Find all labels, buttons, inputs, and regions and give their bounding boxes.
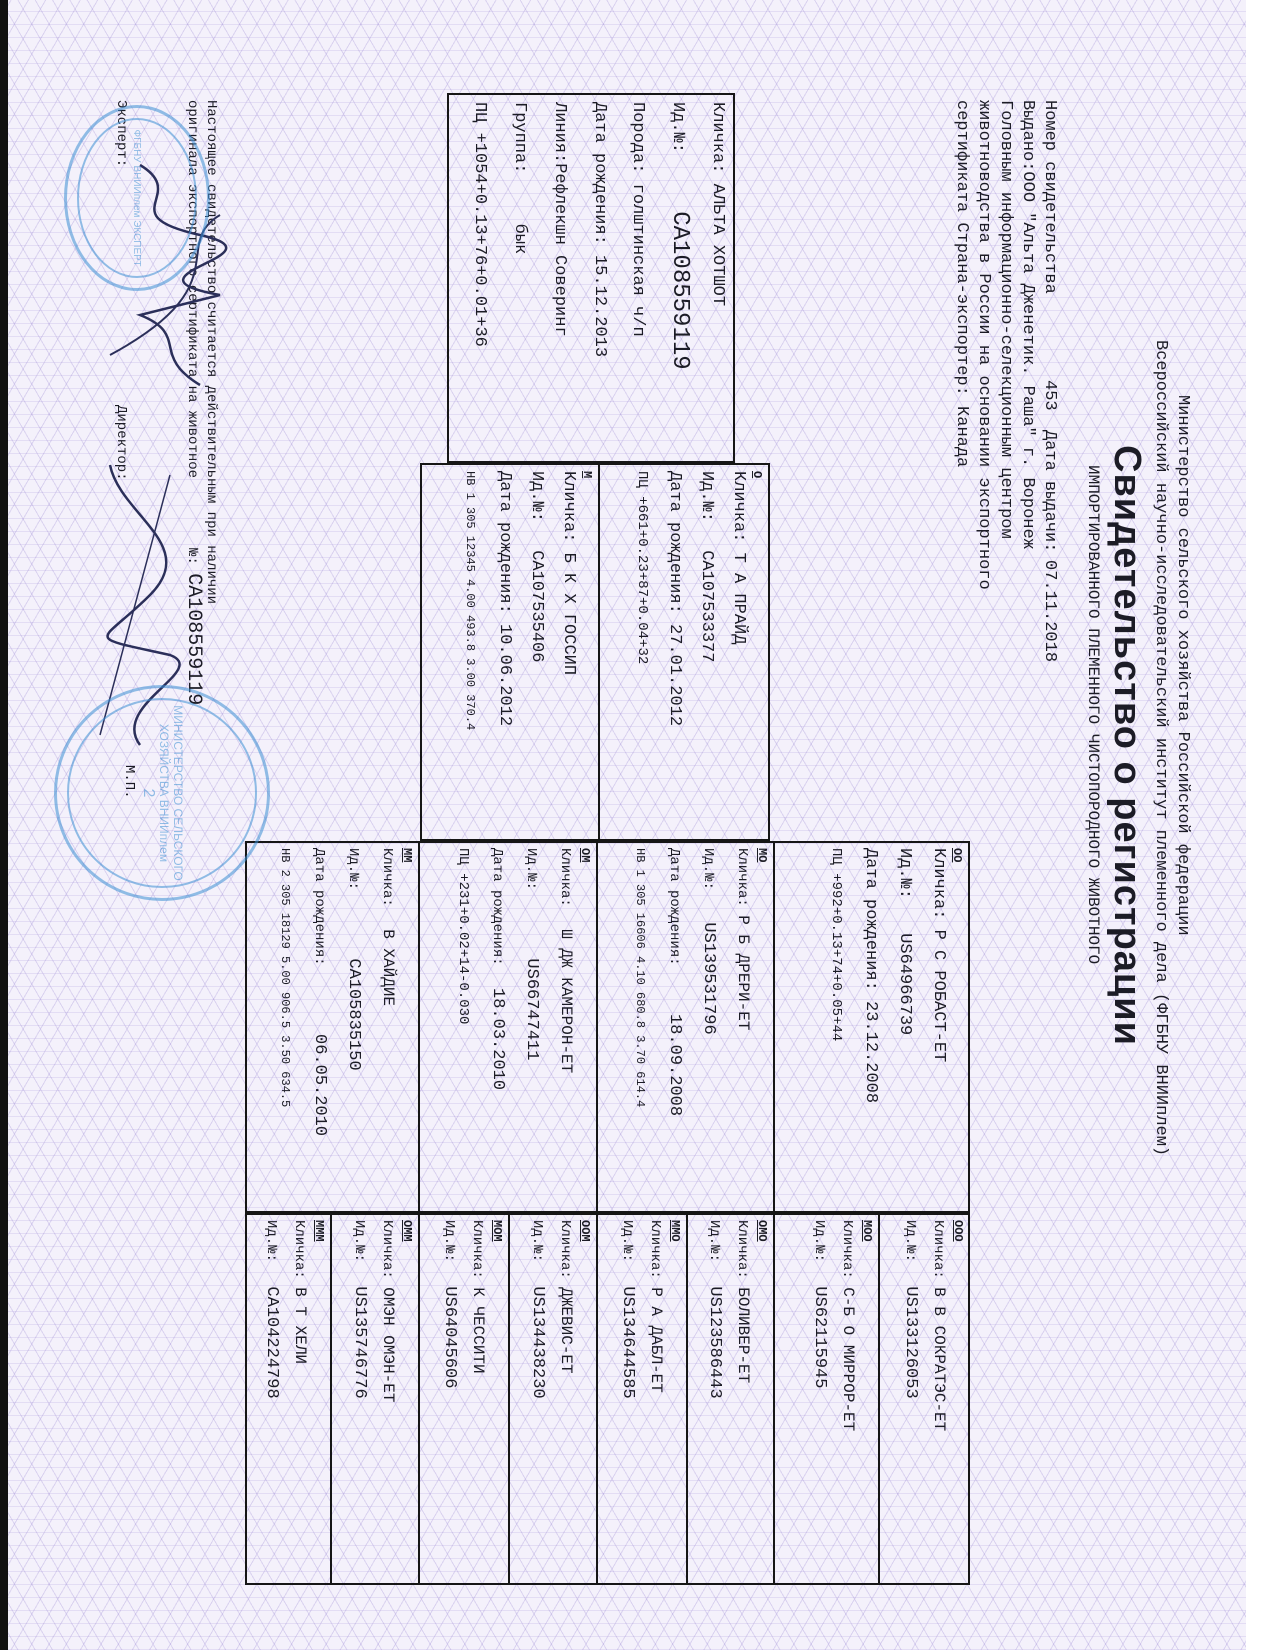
organization-seal: МИНИСТЕРСТВО СЕЛЬСКОГО ХОЗЯЙСТВА ВНИИплем 2 bbox=[54, 685, 270, 901]
ggp-divider-7 bbox=[330, 1213, 332, 1585]
director-label: Директор: bbox=[113, 405, 129, 481]
cert-number: 453 bbox=[1040, 380, 1059, 411]
ggp-1-id: US133126053 bbox=[901, 1286, 920, 1399]
animal-id-row: Ид.№: CA108559119 bbox=[666, 102, 693, 370]
expert-stamp: ФГБНУ ВНИИплем ЭКСПЕРТ bbox=[64, 105, 210, 291]
center-line: Головным информационно-селекционным центром bbox=[996, 100, 1015, 539]
animal-name-row: Кличка: АЛЬТА ХОТШОТ bbox=[708, 102, 727, 307]
ggp-divider-1 bbox=[878, 1213, 880, 1585]
ggp-item-3: ОМО Кличка: БОЛИВЕР-ЕТ Ид.№: US123586443 bbox=[705, 1220, 769, 1399]
ggp-7-id: US135746776 bbox=[350, 1286, 369, 1399]
ggp-4-id: US134644585 bbox=[618, 1286, 637, 1399]
ggp-8-name: В Т ХЕЛИ bbox=[291, 1287, 309, 1365]
ggp-6-id: US64045606 bbox=[440, 1286, 459, 1389]
ggp-1-name: В В СОКРАТЭС-ЕТ bbox=[930, 1287, 948, 1432]
gp-mm-id: CA105835150 bbox=[344, 958, 363, 1071]
ggp-divider-5 bbox=[508, 1213, 510, 1585]
issued-to: Выдано:ООО "Альта Дженетик. Раша" г. Воронеж bbox=[1018, 100, 1037, 549]
animal-pc: +1054+0.13+76+0.01+36 bbox=[470, 132, 489, 347]
father-id: CA107533377 bbox=[697, 550, 716, 663]
father-block: О Кличка: Т А ПРАЙД Ид.№: CA107533377 Дата рождения: 27.01.2012 ПЦ +661+0.23+87+0.04+32 bbox=[634, 471, 764, 727]
animal-name: АЛЬТА ХОТШОТ bbox=[708, 183, 727, 307]
scan-edge-dark bbox=[0, 0, 8, 1650]
cert-number-row bbox=[1038, 100, 1060, 663]
ggp-7-name: ОМЭН ОМЭН-ЕТ bbox=[379, 1287, 397, 1403]
gp-om-birth: 18.03.2010 bbox=[488, 988, 507, 1091]
ggp-5-id: US134438230 bbox=[528, 1286, 547, 1399]
animal-birth-row: Дата рождения: 15.12.2013 bbox=[590, 102, 609, 358]
ggp-2-id: US62115945 bbox=[810, 1286, 829, 1389]
gp-mo-block: МО Кличка: Р Б ДРЕРИ-ЕТ Ид.№: US139531796 Дата рождения: 18.09.2008 НВ 1 305 16606 4.10 680.8 3.70 614.4 bbox=[629, 848, 769, 1116]
gp-divider-2 bbox=[596, 841, 598, 1213]
mp-label: М.П. bbox=[121, 765, 137, 799]
ministry-heading: Министерство сельского хозяйства Российской федерации bbox=[1173, 395, 1192, 936]
ggp-divider-2 bbox=[773, 1213, 775, 1585]
mother-id: CA107535406 bbox=[527, 550, 546, 663]
ggp-item-5: ООМ Кличка: ДЖЕВИС-ЕТ Ид.№: US134438230 bbox=[528, 1220, 592, 1399]
father-birth: 27.01.2012 bbox=[665, 624, 684, 727]
animal-line-row: Линия:Рефлекшн Соверинг bbox=[550, 102, 569, 337]
gp-om-pc: +231+0.02+14-0.030 bbox=[455, 873, 471, 1025]
gp-om-block: ОМ Кличка: Ш ДЖ КАМЕРОН-ЕТ Ид.№: US66747411 Дата рождения: 18.03.2010 ПЦ +231+0.02+14-0.030 bbox=[455, 848, 592, 1091]
animal-breed-row: Порода: голштинская ч/п bbox=[628, 102, 647, 337]
ggp-8-id: CA104224798 bbox=[262, 1286, 281, 1399]
gp-om-id: US66747411 bbox=[522, 958, 541, 1061]
mother-name: Б К Х ГОССИП bbox=[559, 552, 578, 676]
mother-block: М Кличка: Б К Х ГОССИП Ид.№: CA107535406 Дата рождения: 10.06.2012 НВ 1 305 12345 4.00 493.8 3.00 370.4 bbox=[459, 471, 594, 730]
animal-birth: 15.12.2013 bbox=[590, 255, 609, 358]
gp-mo-birth: 18.09.2008 bbox=[665, 1014, 684, 1117]
ggp-item-4: ММО Кличка: Р А ДАБЛ-ЕТ Ид.№: US134644585 bbox=[618, 1220, 682, 1399]
ggp-divider-4 bbox=[596, 1213, 598, 1585]
gp-mm-name: В ХАЙДИЕ bbox=[379, 929, 397, 1007]
gp-divider-3 bbox=[418, 841, 420, 1213]
mother-hb: НВ 1 305 12345 4.00 493.8 3.00 370.4 bbox=[463, 471, 477, 731]
gp-om-name: Ш ДЖ КАМЕРОН-ЕТ bbox=[557, 929, 575, 1074]
gp-mo-name: Р Б ДРЕРИ-ЕТ bbox=[734, 915, 752, 1031]
cert-number-label: Номер свидетельства bbox=[1040, 100, 1059, 294]
animal-pc-row: ПЦ +1054+0.13+76+0.01+36 bbox=[470, 102, 489, 347]
ggp-item-2: МОО Кличка: С-Б О МИРРОР-ЕТ Ид.№: US62115945 bbox=[810, 1220, 874, 1432]
expert-label: Эксперт: bbox=[113, 100, 129, 168]
institute-heading: Всероссийский научно-исследовательский институт племенного дела (ФГБНУ ВНИИплем) bbox=[1151, 340, 1170, 1157]
ggp-item-6: МОМ Кличка: К ЧЕССИТИ Ид.№: US64045606 bbox=[440, 1220, 504, 1389]
parents-divider bbox=[598, 463, 600, 841]
validity-note-number: CA108559119 bbox=[182, 573, 205, 706]
gp-oo-birth: 23.12.2008 bbox=[861, 1001, 880, 1104]
certificate-details bbox=[950, 100, 1060, 663]
mother-birth: 10.06.2012 bbox=[495, 624, 514, 727]
issue-date: 07.11.2018 bbox=[1040, 560, 1059, 663]
father-name: Т А ПРАЙД bbox=[729, 552, 748, 645]
country-line: сертификата Страна-экспортер: Канада bbox=[952, 100, 971, 468]
ggp-4-name: Р А ДАБЛ-ЕТ bbox=[647, 1287, 665, 1393]
ggp-6-name: К ЧЕССИТИ bbox=[469, 1287, 487, 1374]
father-pc: +661+0.23+87+0.04+32 bbox=[634, 496, 650, 665]
certificate-page bbox=[20, 5, 1250, 1615]
gp-oo-block: ОО Кличка: Р С РОБАСТ-ЕТ Ид.№: US64966739 Дата рождения: 23.12.2008 ПЦ +992+0.13+74+0.05+44 bbox=[828, 848, 964, 1104]
ggp-divider-6 bbox=[418, 1213, 420, 1585]
gp-mm-birth: 06.05.2010 bbox=[310, 1034, 329, 1137]
gp-oo-name: Р С РОБАСТ-ЕТ bbox=[929, 929, 948, 1063]
ggp-divider-3 bbox=[686, 1213, 688, 1585]
ggp-item-7: ОММ Кличка: ОМЭН ОМЭН-ЕТ Ид.№: US135746776 bbox=[350, 1220, 414, 1403]
scan-edge-light bbox=[1246, 0, 1276, 1650]
gp-mm-block: ММ Кличка: В ХАЙДИЕ Ид.№: CA105835150 Дата рождения: 06.05.2010 НВ 2 305 18129 5.00 906.5 3.50 634.5 bbox=[274, 848, 414, 1136]
animal-group: бык bbox=[510, 223, 529, 255]
gp-oo-pc: +992+0.13+74+0.05+44 bbox=[828, 873, 844, 1042]
certificate-title: Свидетельство о регистрации bbox=[1106, 445, 1148, 1047]
issue-date-label: Дата выдачи: bbox=[1040, 430, 1059, 553]
animal-line: Рефлекшн Соверинг bbox=[550, 163, 569, 337]
basis-line: животноводства в России на основании экспортного bbox=[974, 100, 993, 590]
animal-group-row: Группа: бык bbox=[510, 102, 529, 255]
certificate-subtitle: ИМПОРТИРОВАННОГО ПЛЕМЕННОГО ЧИСТОПОРОДНОГО ЖИВОТНОГО bbox=[1084, 465, 1102, 965]
ggp-3-id: US123586443 bbox=[705, 1286, 724, 1399]
ggp-item-8: МММ Кличка: В Т ХЕЛИ Ид.№: CA104224798 bbox=[262, 1220, 326, 1399]
gp-mm-hb: НВ 2 305 18129 5.00 906.5 3.50 634.5 bbox=[278, 848, 292, 1108]
ggp-3-name: БОЛИВЕР-ЕТ bbox=[734, 1287, 752, 1384]
gp-mo-id: US139531796 bbox=[699, 922, 718, 1035]
gp-oo-id: US64966739 bbox=[895, 933, 914, 1036]
animal-id: CA108559119 bbox=[666, 211, 693, 370]
ggp-2-name: С-Б О МИРРОР-ЕТ bbox=[839, 1287, 857, 1432]
gp-divider-1 bbox=[773, 841, 775, 1213]
gp-mo-hb: НВ 1 305 16606 4.10 680.8 3.70 614.4 bbox=[633, 848, 647, 1108]
validity-note: Настоящее свидетельство считается действительным при наличии оригинала экспортного сертификата на животное№: CA108559119 bbox=[182, 100, 219, 706]
ggp-item-1: ООО Кличка: В В СОКРАТЭС-ЕТ Ид.№: US133126053 bbox=[901, 1220, 965, 1432]
ggp-5-name: ДЖЕВИС-ЕТ bbox=[557, 1287, 575, 1374]
animal-breed: голштинская ч/п bbox=[628, 183, 647, 337]
